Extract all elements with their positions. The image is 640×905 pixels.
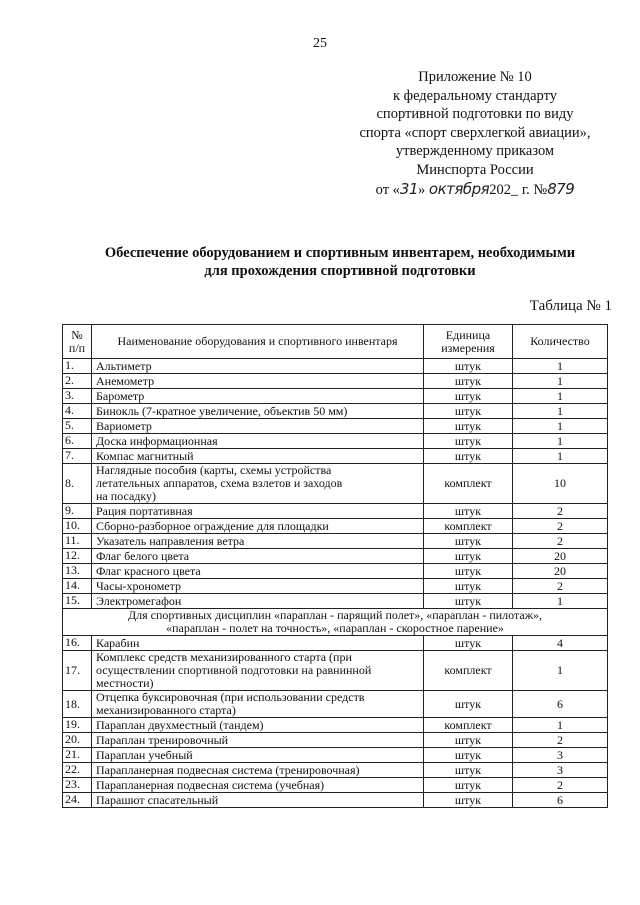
row-unit: штук [424,434,513,449]
row-qty: 3 [513,763,608,778]
row-unit: штук [424,793,513,808]
row-unit: штук [424,733,513,748]
row-qty: 20 [513,564,608,579]
row-qty: 2 [513,534,608,549]
row-num: 2. [63,374,92,389]
row-num: 18. [63,691,92,718]
table-row [63,733,608,748]
row-num: 19. [63,718,92,733]
row-unit: штук [424,579,513,594]
row-name: Рация портативная [92,504,424,519]
row-name: Указатель направления ветра [92,534,424,549]
document-title [60,244,620,280]
table-row [63,534,608,549]
annex-line: к федеральному стандарту [393,87,557,104]
row-qty: 3 [513,748,608,763]
row-unit: штук [424,404,513,419]
row-num: 13. [63,564,92,579]
row-qty: 6 [513,793,608,808]
row-num: 11. [63,534,92,549]
table-row [63,718,608,733]
row-num: 23. [63,778,92,793]
title-line: Обеспечение оборудованием и спортивным инвентарем, необходимыми [104,245,576,261]
row-unit: штук [424,549,513,564]
row-unit: штук [424,748,513,763]
row-name [92,691,424,718]
table-row [63,404,608,419]
table-row [63,748,608,763]
row-name-line: осуществлении спортивной подготовки на равнинной [96,663,372,677]
row-unit: штук [424,359,513,374]
table-row [63,374,608,389]
header-name: Наименование оборудования и спортивного инвентаря [92,325,424,359]
annex-header [340,68,610,199]
row-num: 24. [63,793,92,808]
table-row [63,449,608,464]
table-row [63,636,608,651]
header-unit: Единица измерения [424,325,513,359]
row-num: 10. [63,519,92,534]
section-line: Для спортивных дисциплин «параплан - парящий полет», «параплан - пилотаж», [127,608,543,622]
row-unit: комплект [424,464,513,504]
row-name: Анемометр [92,374,424,389]
row-qty: 1 [513,404,608,419]
row-qty: 1 [513,651,608,691]
row-qty: 1 [513,434,608,449]
row-num: 16. [63,636,92,651]
table-header-row [63,325,608,359]
row-name: Параплан учебный [92,748,424,763]
row-name-line: Комплекс средств механизированного старта (при [96,650,352,664]
row-name-line: Отцепка буксировочная (при использовании средств [96,690,365,704]
row-num: 15. [63,594,92,609]
row-num: 3. [63,389,92,404]
row-qty: 20 [513,549,608,564]
row-unit: штук [424,778,513,793]
row-num: 22. [63,763,92,778]
row-qty: 1 [513,718,608,733]
row-name: Параплан тренировочный [92,733,424,748]
row-qty: 6 [513,691,608,718]
row-unit: штук [424,389,513,404]
header-num: № п/п [63,325,92,359]
annex-line: утвержденному приказом [395,143,555,160]
row-unit: комплект [424,718,513,733]
row-name: Флаг белого цвета [92,549,424,564]
equipment-table [62,324,608,808]
row-qty: 1 [513,594,608,609]
row-name: Парапланерная подвесная система (тренировочная) [92,763,424,778]
row-unit: штук [424,419,513,434]
order-day-handwritten: 31 [399,179,419,198]
table-label: Таблица № 1 [529,298,612,314]
row-name-line: летательных аппаратов, схема взлетов и заходов [96,476,343,490]
row-unit: штук [424,636,513,651]
row-unit: штук [424,763,513,778]
table-row [63,359,608,374]
order-line [340,180,610,200]
table-row [63,519,608,534]
row-qty: 1 [513,359,608,374]
row-name: Вариометр [92,419,424,434]
row-unit: штук [424,594,513,609]
row-qty: 1 [513,449,608,464]
row-name: Сборно-разборное ограждение для площадки [92,519,424,534]
row-name [92,464,424,504]
row-name: Доска информационная [92,434,424,449]
row-qty: 10 [513,464,608,504]
row-unit: комплект [424,651,513,691]
row-num: 6. [63,434,92,449]
row-qty: 1 [513,419,608,434]
section-row [63,609,608,636]
row-name-line: Наглядные пособия (карты, схемы устройства [96,463,332,477]
row-num: 12. [63,549,92,564]
row-qty: 2 [513,504,608,519]
row-unit: штук [424,691,513,718]
annex-line: спортивной подготовки по виду [376,106,574,123]
row-name: Флаг красного цвета [92,564,424,579]
table-row [63,564,608,579]
row-name: Барометр [92,389,424,404]
row-name: Карабин [92,636,424,651]
table-row [63,579,608,594]
row-name: Электромегафон [92,594,424,609]
table-row [63,549,608,564]
table-row [63,464,608,504]
row-name: Часы-хронометр [92,579,424,594]
section-heading [63,609,608,636]
row-qty: 1 [513,389,608,404]
row-qty: 2 [513,579,608,594]
page-number: 25 [313,36,327,51]
row-num: 20. [63,733,92,748]
table-row [63,778,608,793]
row-name-line: на посадку) [96,489,157,503]
table-row [63,763,608,778]
row-num: 9. [63,504,92,519]
table-row [63,419,608,434]
row-num: 4. [63,404,92,419]
annex-line: Минспорта России [416,161,534,178]
row-unit: штук [424,449,513,464]
row-unit: комплект [424,519,513,534]
header-qty: Количество [513,325,608,359]
table-row [63,389,608,404]
row-num: 21. [63,748,92,763]
row-qty: 1 [513,374,608,389]
row-name: Альтиметр [92,359,424,374]
row-num: 17. [63,651,92,691]
row-name-line: местности) [96,676,154,690]
row-unit: штук [424,534,513,549]
order-prefix: от « [375,181,400,198]
table-row [63,691,608,718]
row-name: Парапланерная подвесная система (учебная) [92,778,424,793]
title-line: для прохождения спортивной подготовки [204,263,476,279]
annex-line: спорта «спорт сверхлегкой авиации», [359,124,591,141]
row-name: Компас магнитный [92,449,424,464]
row-qty: 2 [513,733,608,748]
row-qty: 2 [513,778,608,793]
row-num: 8. [63,464,92,504]
row-name: Параплан двухместный (тандем) [92,718,424,733]
row-name: Бинокль (7-кратное увеличение, объектив 50 мм) [92,404,424,419]
order-month-handwritten: октября [428,179,490,198]
row-num: 1. [63,359,92,374]
annex-line: Приложение № 10 [418,69,532,85]
row-unit: штук [424,504,513,519]
row-name [92,651,424,691]
section-line: «параплан - полет на точность», «параплан - скоростное парение» [166,621,504,635]
row-unit: штук [424,374,513,389]
table-row [63,504,608,519]
table-row [63,793,608,808]
table-row [63,434,608,449]
row-name-line: механизированного старта) [96,703,236,717]
table-row [63,594,608,609]
row-qty: 4 [513,636,608,651]
table-row [63,651,608,691]
row-num: 5. [63,419,92,434]
row-qty: 2 [513,519,608,534]
order-number-handwritten: 879 [547,179,575,198]
order-mid: » [418,181,429,198]
row-name: Парашют спасательный [92,793,424,808]
row-unit: штук [424,564,513,579]
row-num: 7. [63,449,92,464]
row-num: 14. [63,579,92,594]
order-year: 202_ г. № [489,181,548,198]
